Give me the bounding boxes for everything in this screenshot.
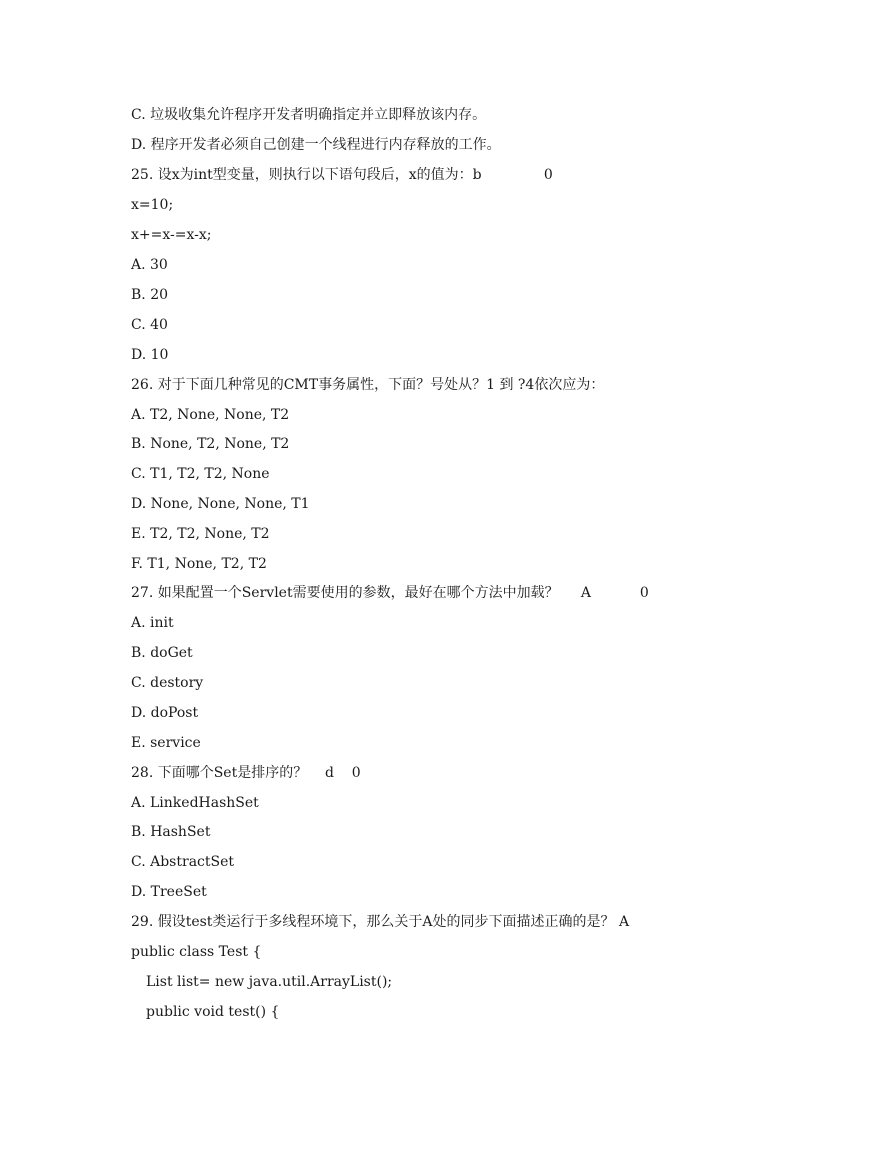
code-line: public class Test { xyxy=(131,944,262,960)
question-28: 28. 下面哪个Set是排序的？ d 0 xyxy=(131,765,361,781)
option-c: C. 垃圾收集允许程序开发者明确指定并立即释放该内存。 xyxy=(131,107,487,123)
question-27: 27. 如果配置一个Servlet需要使用的参数，最好在哪个方法中加载？ A 0 xyxy=(131,585,649,601)
option-a: A. LinkedHashSet xyxy=(131,795,259,811)
option-a: A. T2, None, None, T2 xyxy=(131,407,290,423)
option-d: D. doPost xyxy=(131,705,199,721)
option-d: D. 程序开发者必须自己创建一个线程进行内存释放的工作。 xyxy=(131,137,501,153)
question-29: 29. 假设test类运行于多线程环境下，那么关于A处的同步下面描述正确的是？ A xyxy=(131,914,630,930)
option-e: E. service xyxy=(131,735,201,751)
option-c: C. T1, T2, T2, None xyxy=(131,466,270,482)
question-26: 26. 对于下面几种常见的CMT事务属性，下面？号处从？1 到 ?4依次应为： xyxy=(131,377,605,393)
code-line: public void test() { xyxy=(146,1004,280,1020)
option-b: B. doGet xyxy=(131,645,193,661)
option-e: E. T2, T2, None, T2 xyxy=(131,526,270,542)
code-line: x=10; xyxy=(131,197,174,213)
option-a: A. 30 xyxy=(131,257,168,273)
option-a: A. init xyxy=(131,615,174,631)
option-c: C. destory xyxy=(131,675,204,691)
option-b: B. HashSet xyxy=(131,824,211,840)
option-d: D. None, None, None, T1 xyxy=(131,496,310,512)
option-b: B. 20 xyxy=(131,287,169,303)
option-f: F. T1, None, T2, T2 xyxy=(131,556,267,572)
code-line: x+=x-=x-x; xyxy=(131,227,212,243)
option-c: C. 40 xyxy=(131,317,168,333)
question-25: 25. 设x为int型变量，则执行以下语句段后，x的值为：b 0 xyxy=(131,167,553,183)
option-b: B. None, T2, None, T2 xyxy=(131,436,290,452)
code-line: List list= new java.util.ArrayList(); xyxy=(146,974,393,990)
option-d: D. TreeSet xyxy=(131,884,207,900)
option-c: C. AbstractSet xyxy=(131,854,235,870)
option-d: D. 10 xyxy=(131,347,169,363)
